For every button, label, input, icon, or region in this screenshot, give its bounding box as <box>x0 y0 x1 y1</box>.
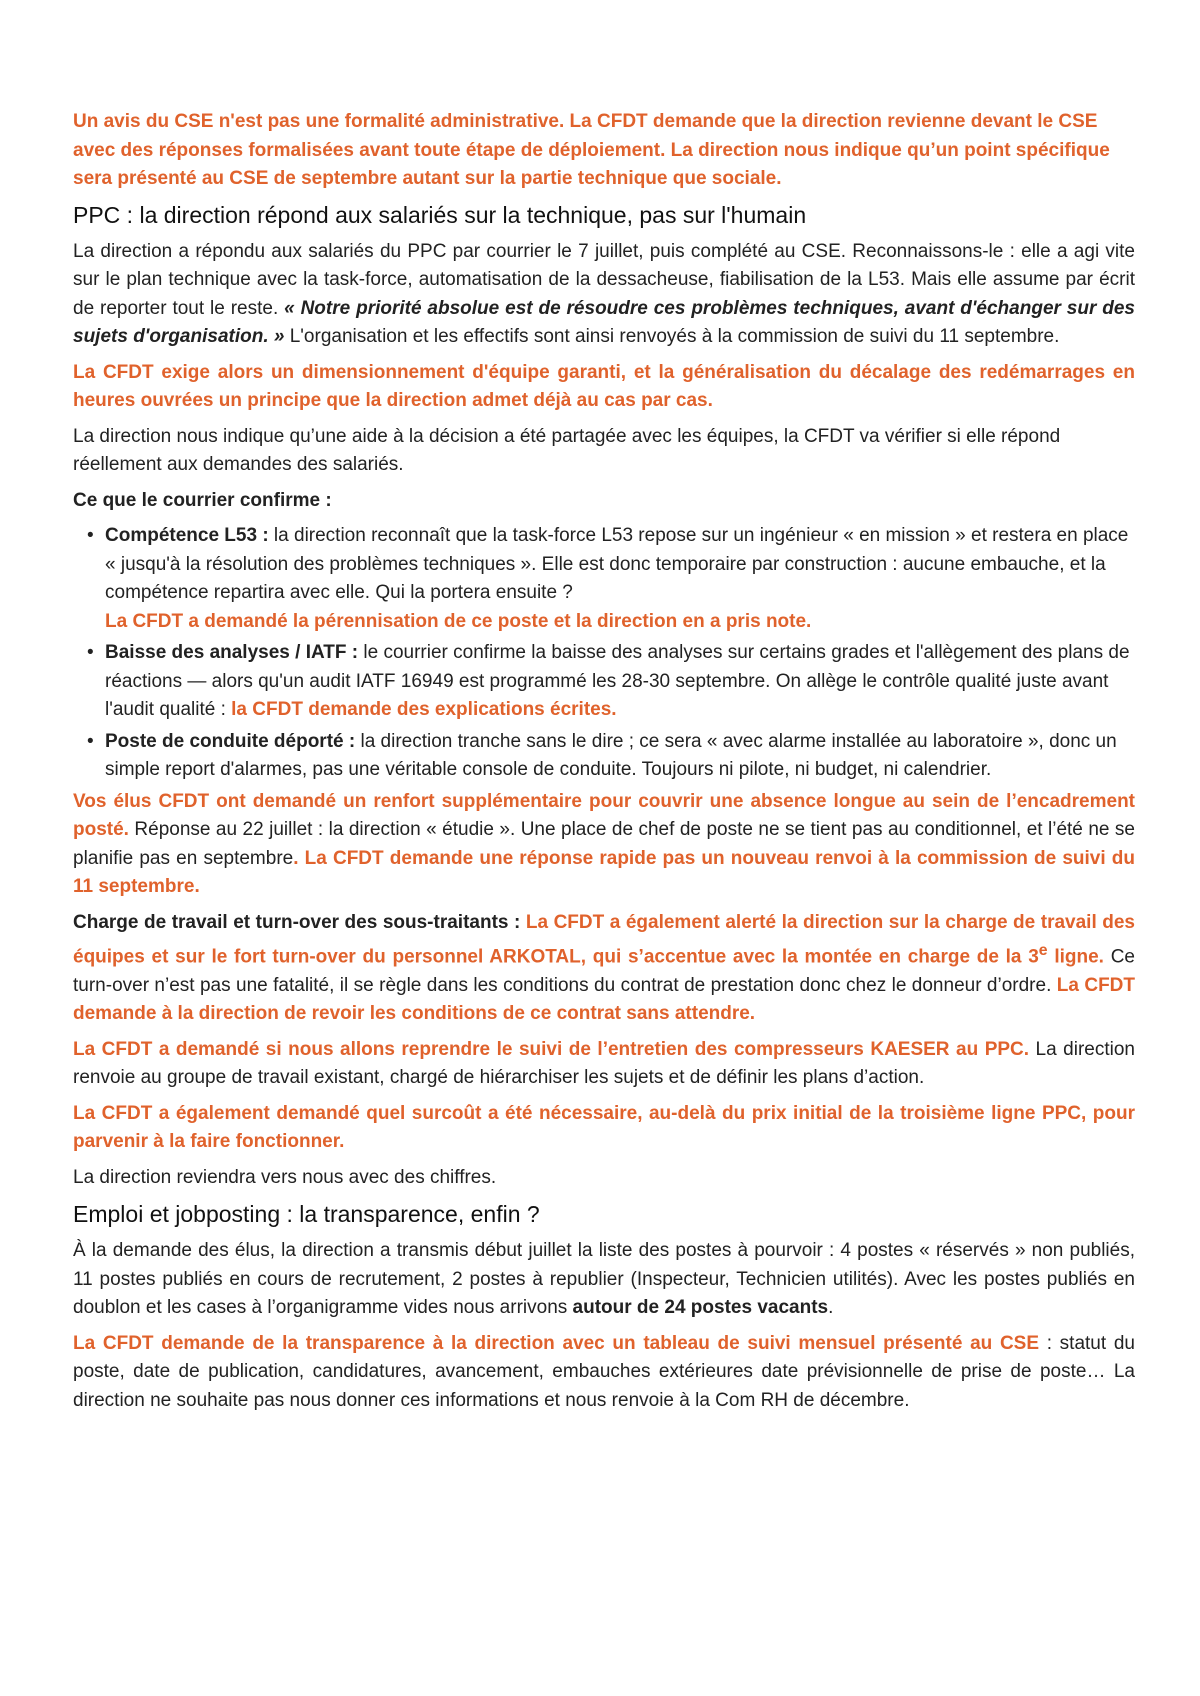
ppc-p6-text: La direction renvoie au groupe de travail existant, chargé de hiérarchiser les sujets et de définir les plans d’action. <box>73 1038 1135 1089</box>
ppc-paragraph-5 <box>73 909 1135 1029</box>
list-item-label: Poste de conduite déporté : <box>105 730 356 752</box>
list-item-text: la direction tranche sans le dire ; ce sera « avec alarme installée au laboratoire », donc un simple report d'alarmes, pas une véritable console de conduite. Toujours ni pilote, ni budget, ni calendrier. <box>105 730 1117 780</box>
list-item <box>87 728 1135 785</box>
emploi-paragraph-1 <box>73 1237 1135 1323</box>
list-item <box>87 639 1135 725</box>
ppc-paragraph-7: La CFDT a également demandé quel surcoût a été nécessaire, au-delà du prix initial de la troisième ligne PPC, pour parvenir à la faire fonctionner. <box>73 1102 1135 1153</box>
ppc-p1-text: La direction a répondu aux salariés du PPC par courrier le 7 juillet, puis complété au CSE. Reconnaissons-le : elle a agi vite sur le plan technique avec la task-force, automatisation de la dessacheuse, fiabilisation de la L53. Mais elle assume par écrit de reporter tout le reste. <box>73 240 1135 319</box>
emploi-p1-text: À la demande des élus, la direction a transmis début juillet la liste des postes à pourvoir : 4 postes « réservés » non publiés, 11 postes publiés en cours de recrutement, 2 postes à republier (Inspecteur, Technicien utilités). Avec les postes publiés en doublon et les cases à l’organigramme vides nous arrivons <box>73 1240 1135 1319</box>
list-item-label: Compétence L53 : <box>105 525 269 546</box>
ppc-p5-cfdt-end: ligne. <box>1047 946 1104 968</box>
ppc-p4-text: Réponse au 22 juillet : la direction « étudie ». Une place de chef de poste ne se tient pas au conditionnel, et l’été ne se planifie pas en septembre <box>73 819 1135 869</box>
section-heading-emploi: Emploi et jobposting : la transparence, enfin ? <box>73 1201 540 1228</box>
ppc-p4-cfdt-2: . La CFDT demande une réponse rapide pas un nouveau renvoi à la commission de suivi du 11 septembre. <box>73 847 1135 897</box>
ppc-paragraph-8: La direction reviendra vers nous avec des chiffres. <box>73 1166 497 1188</box>
intro-paragraph: Un avis du CSE n'est pas une formalité administrative. La CFDT demande que la direction revienne devant le CSE avec des réponses formalisées avant toute étape de déploiement. La direction nous indique qu’un point spécifique sera présenté au CSE de septembre autant sur la partie technique que sociale. <box>73 111 1110 189</box>
ppc-p5-label: Charge de travail et turn-over des sous-traitants : <box>73 911 526 933</box>
ppc-p5-cfdt-2: La CFDT demande à la direction de revoir les conditions de ce contrat sans attendre. <box>73 974 1135 1025</box>
emploi-p2-cfdt: La CFDT demande de la transparence à la direction avec un tableau de suivi mensuel présenté au CSE <box>73 1332 1040 1354</box>
emploi-p1-end: . <box>828 1297 834 1319</box>
list-title: Ce que le courrier confirme : <box>73 489 332 511</box>
list-item-label: Baisse des analyses / IATF : <box>105 642 359 663</box>
list-item <box>87 522 1135 636</box>
ppc-p5-text: Ce turn-over n’est pas une fatalité, il se règle dans les conditions du contrat de prestation donc chez le donneur d’ordre. <box>73 946 1135 996</box>
ppc-paragraph-6 <box>73 1036 1135 1093</box>
bullet-icon: • <box>87 642 94 663</box>
ppc-p1-quote: « Notre priorité absolue est de résoudre ces problèmes techniques, avant d'échanger sur des sujets d'organisation. » <box>73 297 1135 347</box>
ppc-p5-sup: e <box>1038 942 1048 959</box>
ppc-paragraph-4 <box>73 788 1135 902</box>
list-item-cfdt: La CFDT a demandé la pérennisation de ce poste et la direction en a pris note. <box>105 610 812 632</box>
emploi-p2-text: : statut du poste, date de publication, candidatures, avancement, embauches extérieures date prévisionnelle de prise de poste… La direction ne souhaite pas nous donner ces informations et nous renvoie à la Com RH de décembre. <box>73 1332 1135 1411</box>
list-item-text: la direction reconnaît que la task-force L53 repose sur un ingénieur « en mission » et restera en place « jusqu'à la résolution des problèmes techniques ». Elle est donc temporaire par construction : aucune embauche, et la compétence repartira avec elle. Qui la portera ensuite ? <box>105 525 1129 603</box>
ppc-paragraph-2: La CFDT exige alors un dimensionnement d'équipe garanti, et la généralisation du décalage des redémarrages en heures ouvrées un principe que la direction admet déjà au cas par cas. <box>73 361 1135 411</box>
ppc-p5-cfdt: La CFDT a également alerté la direction sur la charge de travail des équipes et sur le fort turn-over du personnel ARKOTAL, qui s’accentue avec la montée en charge de la 3 <box>73 911 1135 968</box>
ppc-p6-cfdt: La CFDT a demandé si nous allons reprendre le suivi de l’entretien des compresseurs KAESER au PPC. <box>73 1038 1030 1060</box>
ppc-paragraph-1 <box>73 238 1135 352</box>
bullet-icon: • <box>87 730 94 752</box>
section-heading-ppc: PPC : la direction répond aux salariés sur la technique, pas sur l'humain <box>73 201 807 228</box>
ppc-p1-text-end: L'organisation et les effectifs sont ainsi renvoyés à la commission de suivi du 11 septembre. <box>284 326 1060 347</box>
list-item-text: le courrier confirme la baisse des analyses sur certains grades et l'allègement des plans de réactions — alors qu'un audit IATF 16949 est programmé les 28-30 septembre. On allège le contrôle qualité juste avant l'audit qualité : <box>105 642 1130 720</box>
emploi-p1-bold: autour de 24 postes vacants <box>572 1297 829 1319</box>
ppc-p4-cfdt: Vos élus CFDT ont demandé un renfort supplémentaire pour couvrir une absence longue au sein de l’encadrement posté. <box>73 790 1135 840</box>
ppc-paragraph-3: La direction nous indique qu’une aide à la décision a été partagée avec les équipes, la CFDT va vérifier si elle répond réellement aux demandes des salariés. <box>73 425 1061 475</box>
list-item-cfdt: la CFDT demande des explications écrites. <box>231 699 617 720</box>
bullet-icon: • <box>87 525 94 546</box>
confirm-list <box>73 522 1135 785</box>
document-page <box>73 108 1135 1422</box>
emploi-paragraph-2 <box>73 1330 1135 1416</box>
